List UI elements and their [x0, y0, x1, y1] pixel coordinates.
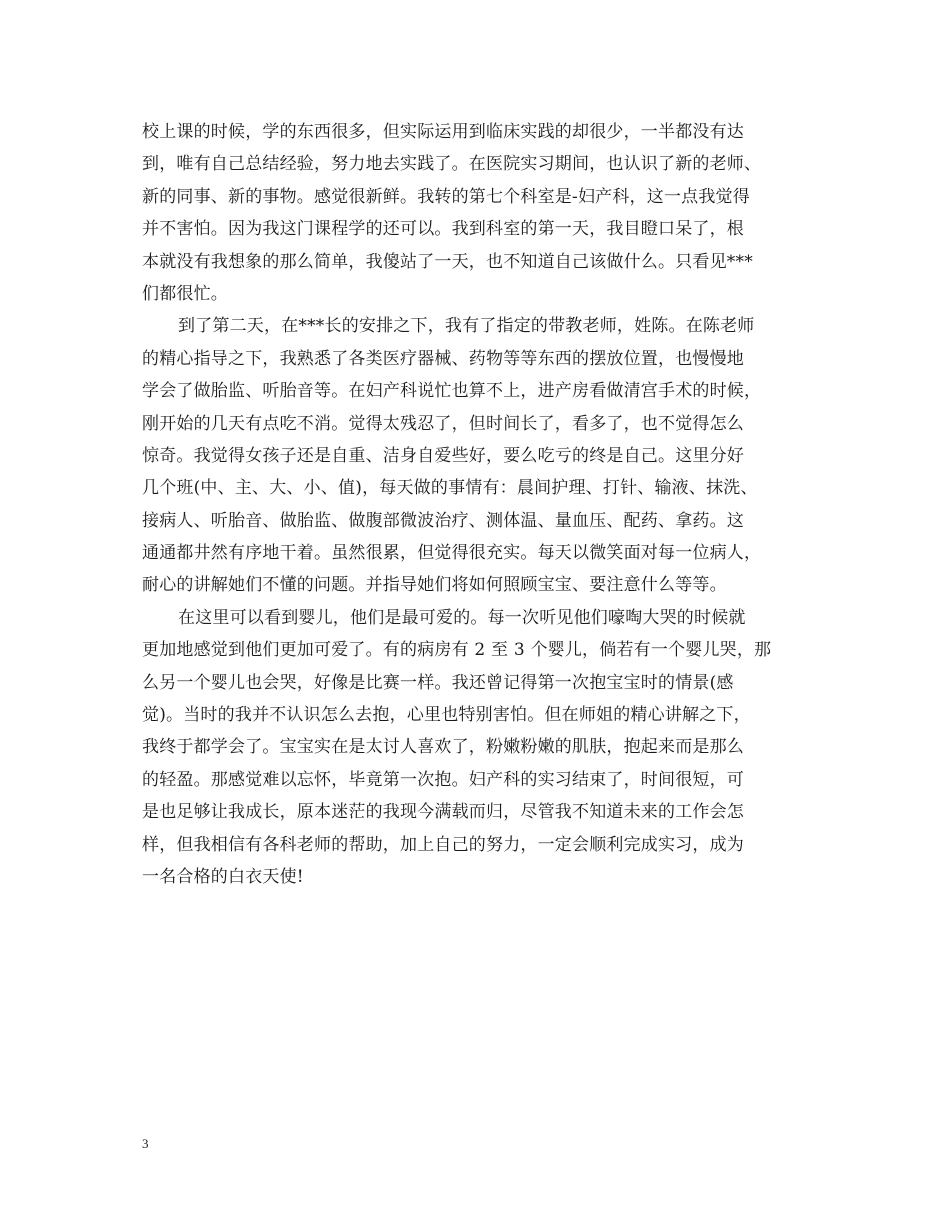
text-line: 接病人、听胎音、做胎监、做腹部微波治疗、测体温、量血压、配药、拿药。这 — [142, 510, 744, 531]
document-body — [142, 116, 822, 893]
text-line: 的精心指导之下，我熟悉了各类医疗器械、药物等等东西的摆放位置，也慢慢地 — [142, 348, 744, 369]
text-line: 么另一个婴儿也会哭，好像是比赛一样。我还曾记得第一次抱宝宝时的情景(感 — [142, 672, 734, 693]
text-line: 学会了做胎监、听胎音等。在妇产科说忙也算不上，进产房看做清宫手术的时候， — [142, 381, 762, 402]
text-line: 耐心的讲解她们不懂的问题。并指导她们将如何照顾宝宝、要注意什么等等。 — [142, 575, 727, 596]
text-line: 新的同事、新的事物。感觉很新鲜。我转的第七个科室是-妇产科，这一点我觉得 — [142, 186, 750, 207]
text-line: 一名合格的白衣天使! — [142, 866, 304, 887]
text-line: 我终于都学会了。宝宝实在是太讨人喜欢了，粉嫩粉嫩的肌肤，抱起来而是那么 — [142, 737, 744, 758]
paragraph-3 — [142, 602, 822, 894]
text-line: 到，唯有自己总结经验，努力地去实践了。在医院实习期间，也认识了新的老师、 — [142, 154, 762, 175]
text-line: 到了第二天，在***长的安排之下，我有了指定的带教老师，姓陈。在陈老师 — [178, 316, 755, 337]
text-line: 并不害怕。因为我这门课程学的还可以。我到科室的第一天，我目瞪口呆了，根 — [142, 219, 744, 240]
paragraph-1 — [142, 116, 822, 310]
page-number: 3 — [142, 1136, 149, 1151]
text-line: 们都很忙。 — [142, 283, 228, 304]
text-line: 是也足够让我成长，原本迷茫的我现今满载而归，尽管我不知道未来的工作会怎 — [142, 802, 744, 823]
text-line: 更加地感觉到他们更加可爱了。有的病房有 2 至 3 个婴儿，倘若有一个婴儿哭，那 — [142, 640, 772, 661]
text-line: 样，但我相信有各科老师的帮助，加上自己的努力，一定会顺利完成实习，成为 — [142, 834, 744, 855]
text-line: 惊奇。我觉得女孩子还是自重、洁身自爱些好，要么吃亏的终是自己。这里分好 — [142, 445, 744, 466]
text-line: 校上课的时候，学的东西很多，但实际运用到临床实践的却很少，一半都没有达 — [142, 122, 744, 142]
text-line: 本就没有我想象的那么简单，我傻站了一天，也不知道自己该做什么。只看见*** — [142, 251, 753, 272]
text-line: 几个班(中、主、大、小、值)，每天做的事情有：晨间护理、打针、输液、抹洗、 — [142, 478, 758, 499]
text-line: 觉)。当时的我并不认识怎么去抱，心里也特别害怕。但在师姐的精心讲解之下， — [142, 705, 751, 726]
text-line: 刚开始的几天有点吃不消。觉得太残忍了，但时间长了，看多了，也不觉得怎么 — [142, 413, 744, 434]
text-line: 的轻盈。那感觉难以忘怀，毕竟第一次抱。妇产科的实习结束了，时间很短，可 — [142, 769, 744, 790]
text-line: 通通都井然有序地干着。虽然很累，但觉得很充实。每天以微笑面对每一位病人， — [142, 543, 762, 564]
text-line: 在这里可以看到婴儿，他们是最可爱的。每一次听见他们嚎啕大哭的时候就 — [178, 607, 746, 628]
paragraph-2 — [142, 310, 822, 602]
